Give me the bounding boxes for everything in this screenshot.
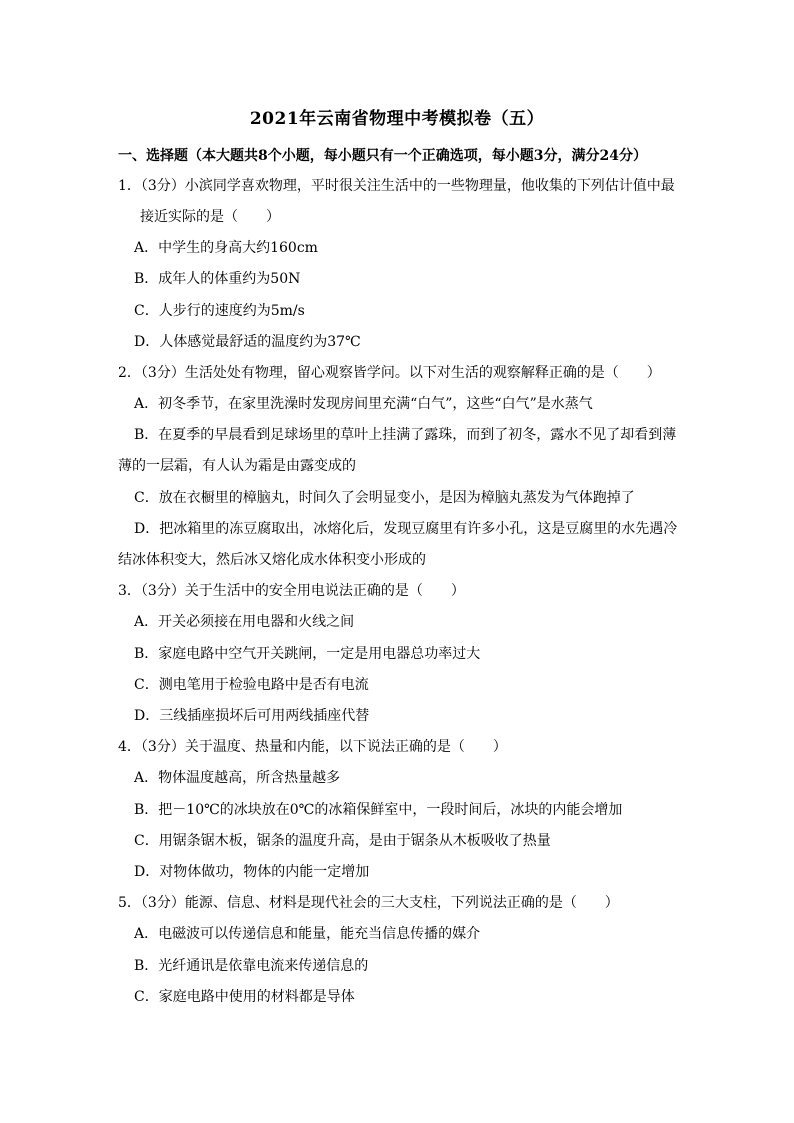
question-2-option-d: D．把冰箱里的冻豆腐取出，冰熔化后，发现豆腐里有许多小孔，这是豆腐里的水先遇冷 [134,521,678,537]
question-4-stem: 4．（3分）关于温度、热量和内能，以下说法正确的是（ ） [118,739,507,755]
question-2-option-d-cont: 结冰体积变大，然后冰又熔化成水体积变小形成的 [118,552,426,568]
question-5-option-a: A．电磁波可以传递信息和能量，能充当信息传播的媒介 [134,926,481,942]
question-1-stem-cont: 接近实际的是（ ） [140,209,280,225]
question-4-option-b: B．把－10℃的冰块放在0℃的冰箱保鲜室中，一段时间后，冰块的内能会增加 [134,802,623,818]
question-3-stem: 3．（3分）关于生活中的安全用电说法正确的是（ ） [118,583,465,599]
question-3-option-a: A．开关必须接在用电器和火线之间 [134,614,355,630]
question-2-option-a: A．初冬季节，在家里洗澡时发现房间里充满“白气”，这些“白气”是水蒸气 [134,396,593,412]
page-title: 2021年云南省物理中考模拟卷（五） [249,109,545,129]
question-1-option-a: A．中学生的身高大约160cm [134,240,318,256]
question-2-option-b: B．在夏季的早晨看到足球场里的草叶上挂满了露珠，而到了初冬，露水不见了却看到薄 [134,427,677,443]
question-4-option-a: A．物体温度越高，所含热量越多 [134,770,341,786]
question-1-option-b: B．成年人的体重约为50N [134,271,301,287]
question-3-option-d: D．三线插座损坏后可用两线插座代替 [134,708,370,724]
section-heading: 一、选择题（本大题共8个小题，每小题只有一个正确选项，每小题3分，满分24分） [118,148,647,164]
question-3-option-c: C．测电笔用于检验电路中是否有电流 [134,677,369,693]
question-5-option-b: B．光纤通讯是依靠电流来传递信息的 [134,958,369,974]
question-5-stem: 5．（3分）能源、信息、材料是现代社会的三大支柱，下列说法正确的是（ ） [118,895,619,911]
question-1-stem: 1．（3分）小滨同学喜欢物理，平时很关注生活中的一些物理量，他收集的下列估计值中最 [118,178,675,194]
question-4-option-c: C．用锯条锯木板，锯条的温度升高，是由于锯条从木板吸收了热量 [134,833,551,849]
question-4-option-d: D．对物体做功，物体的内能一定增加 [134,864,370,880]
question-5-option-c: C．家庭电路中使用的材料都是导体 [134,989,355,1005]
question-2-option-c: C．放在衣橱里的樟脑丸，时间久了会明显变小，是因为樟脑丸蒸发为气体跑掉了 [134,490,635,506]
question-1-option-d: D．人体感觉最舒适的温度约为37℃ [134,334,361,350]
question-1-option-c: C．人步行的速度约为5m/s [134,303,305,319]
question-3-option-b: B．家庭电路中空气开关跳闸，一定是用电器总功率过大 [134,646,481,662]
question-2-option-b-cont: 薄的一层霜，有人认为霜是由露变成的 [118,458,356,474]
question-2-stem: 2．（3分）生活处处有物理，留心观察皆学问。以下对生活的观察解释正确的是（ ） [118,365,661,381]
